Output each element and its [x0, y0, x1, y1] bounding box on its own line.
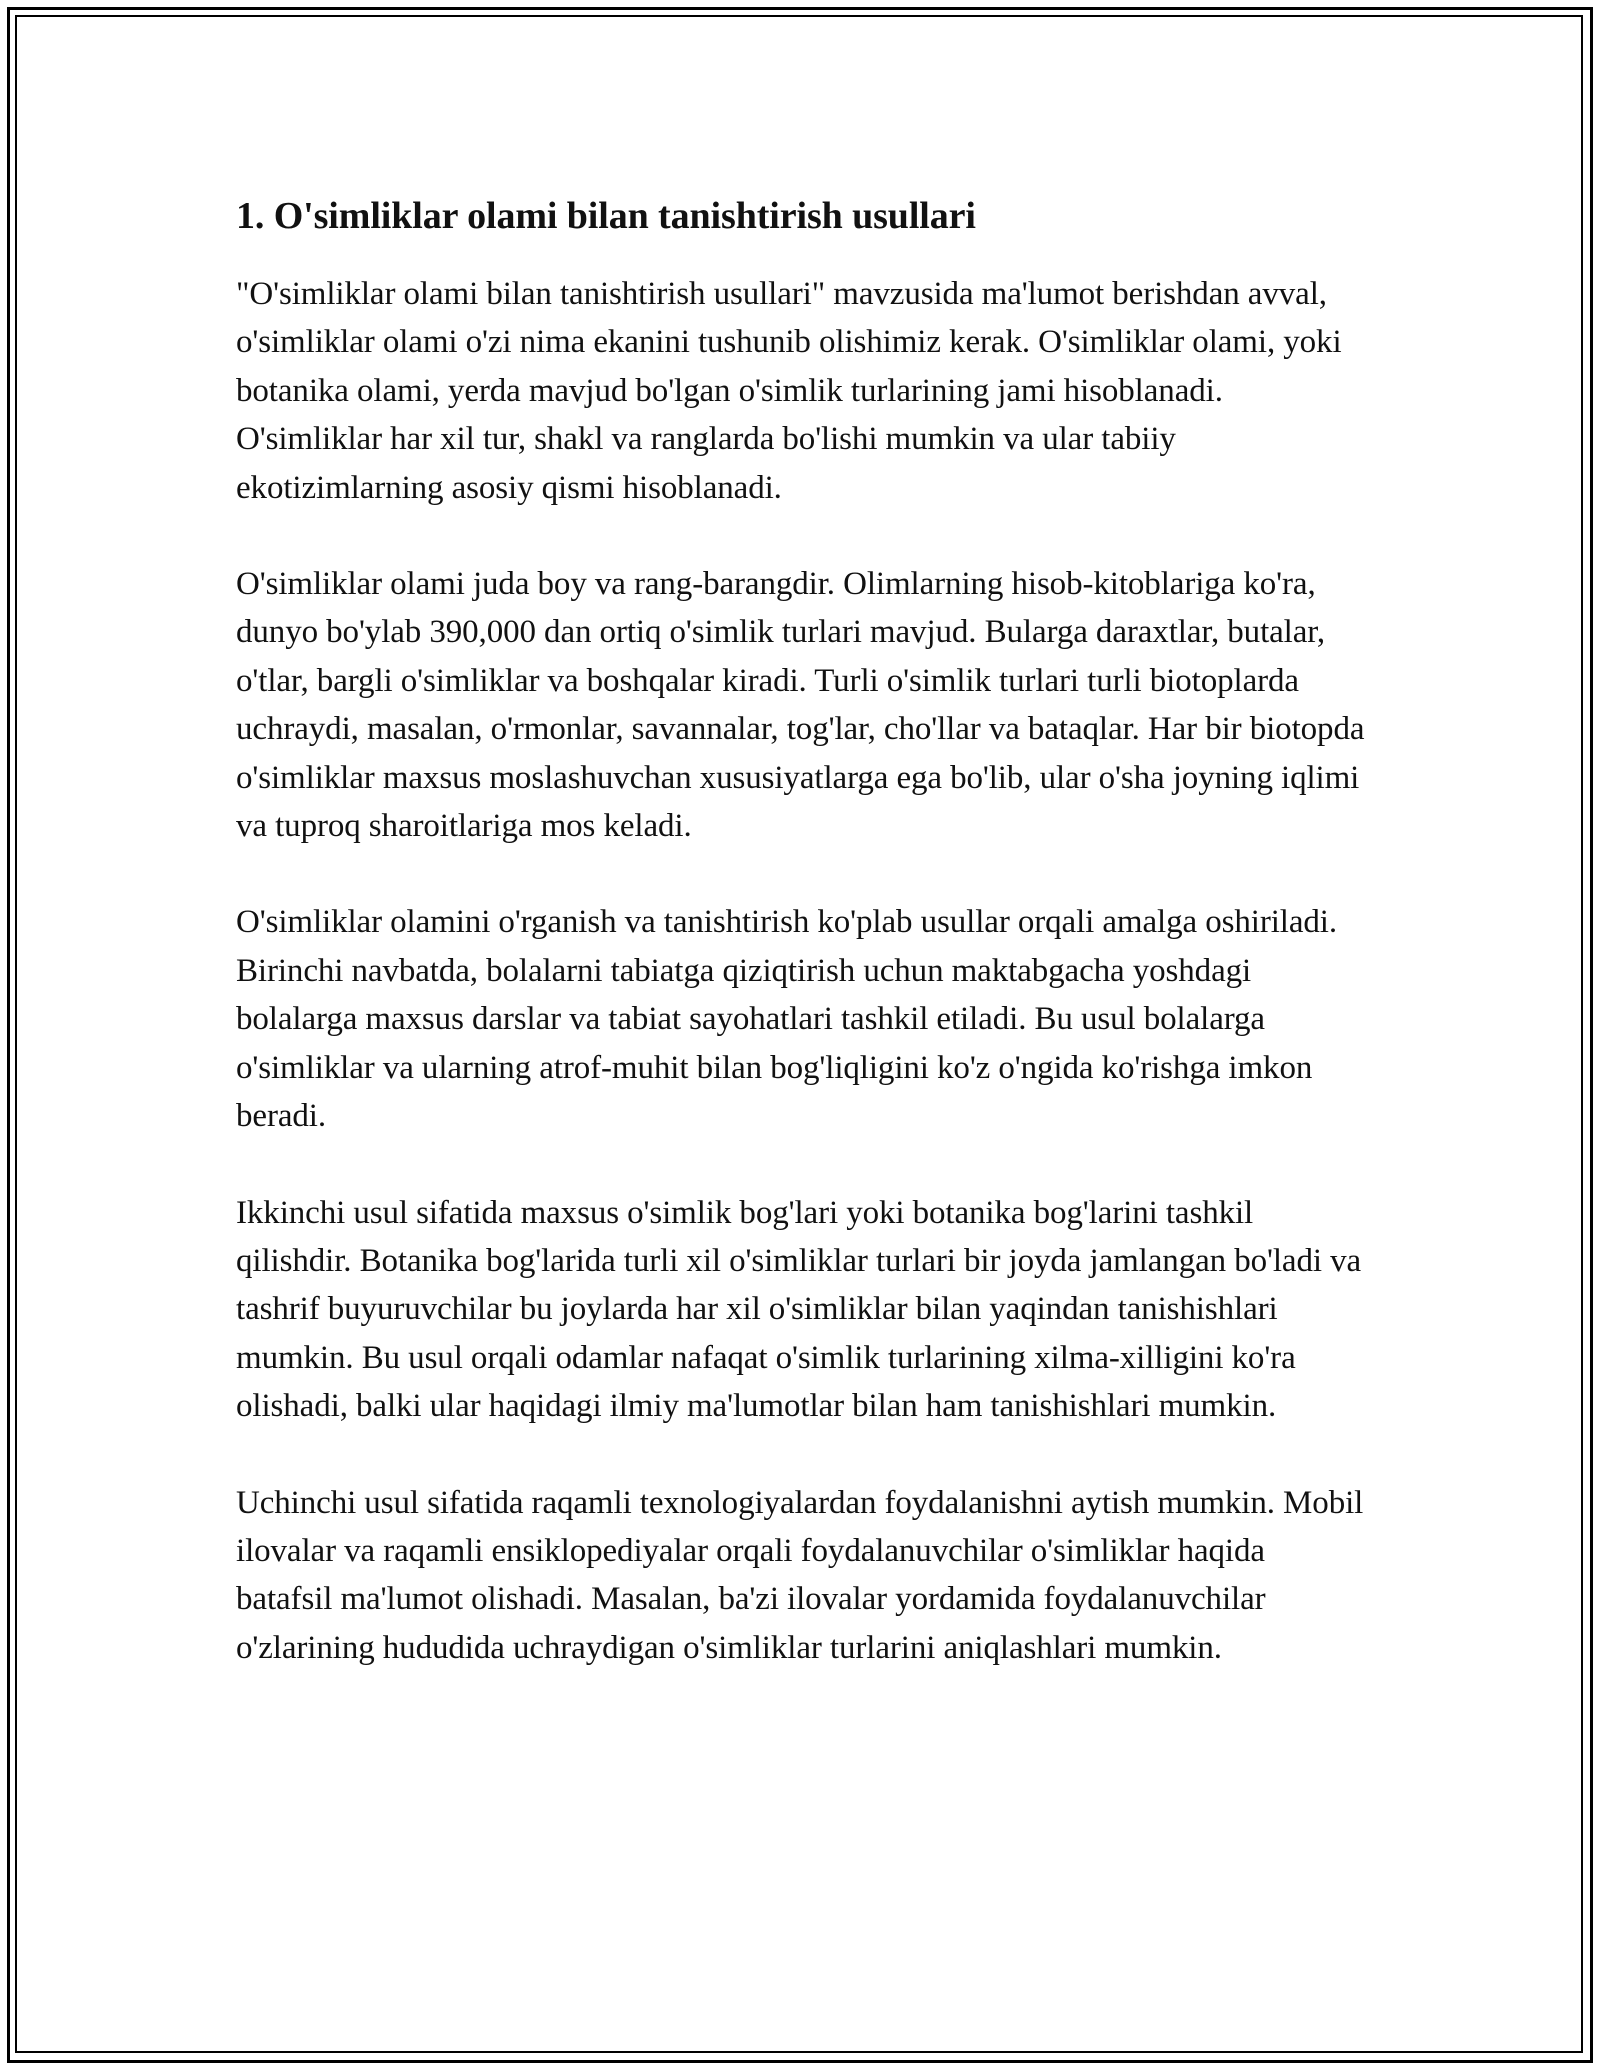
document-title: 1. O'simliklar olami bilan tanishtirish usullari [236, 195, 976, 237]
paragraph-diversity: O'simliklar olami juda boy va rang-barangdir. Olimlarning hisob-kitoblariga ko'ra, dunyo bo'ylab 390,000 dan ortiq o'simlik turlari mavjud. Bularga daraxtlar, butalar, o'tlar, bargli o'simliklar va boshqalar kiradi. Turli o'simlik turlari turli biotoplarda uchraydi, masalan, o'rmonlar, savannalar, tog'lar, cho'llar va bataqlar. Har bir biotopda o'simliklar maxsus moslashuvchan xususiyatlarga ega bo'lib, ular o'sha joyning iqlimi va tuproq sharoitlariga mos keladi. [236, 566, 1365, 845]
paragraph-method-one: O'simliklar olamini o'rganish va tanishtirish ko'plab usullar orqali amalga oshiriladi. Birinchi navbatda, bolalarni tabiatga qiziqtirish uchun maktabgacha yoshdagi bolalarga maxsus darslar va tabiat sayohatlari tashkil etiladi. Bu usul bolalarga o'simliklar va ularning atrof-muhit bilan bog'liqligini ko'z o'ngida ko'rishga imkon beradi. [236, 904, 1338, 1135]
paragraph-method-two: Ikkinchi usul sifatida maxsus o'simlik bog'lari yoki botanika bog'larini tashkil qilishdir. Botanika bog'larida turli xil o'simliklar turlari bir joyda jamlangan bo'ladi va tashrif buyuruvchilar bu joylarda har xil o'simliklar bilan yaqindan tanishishlari mumkin. Bu usul orqali odamlar nafaqat o'simlik turlarining xilma-xilligini ko'ra olishadi, balki ular haqidagi ilmiy ma'lumotlar bilan ham tanishishlari mumkin. [236, 1194, 1362, 1425]
paragraph-intro: "O'simliklar olami bilan tanishtirish usullari" mavzusida ma'lumot berishdan avval, o'simliklar olami o'zi nima ekanini tushunib olishimiz kerak. O'simliklar olami, yoki botanika olami, yerda mavjud bo'lgan o'simlik turlarining jami hisoblanadi. O'simliklar har xil tur, shakl va ranglarda bo'lishi mumkin va ular tabiiy ekotizimlarning asosiy qismi hisoblanadi. [236, 276, 1342, 506]
paragraph-method-three: Uchinchi usul sifatida raqamli texnologiyalardan foydalanishni aytish mumkin. Mobil ilovalar va raqamli ensiklopediyalar orqali foydalanuvchilar o'simliklar haqida batafsil ma'lumot olishadi. Masalan, ba'zi ilovalar yordamida foydalanuvchilar o'zlarining hududida uchraydigan o'simliklar turlarini aniqlashlari mumkin. [236, 1484, 1364, 1666]
document-body [236, 188, 1366, 1720]
